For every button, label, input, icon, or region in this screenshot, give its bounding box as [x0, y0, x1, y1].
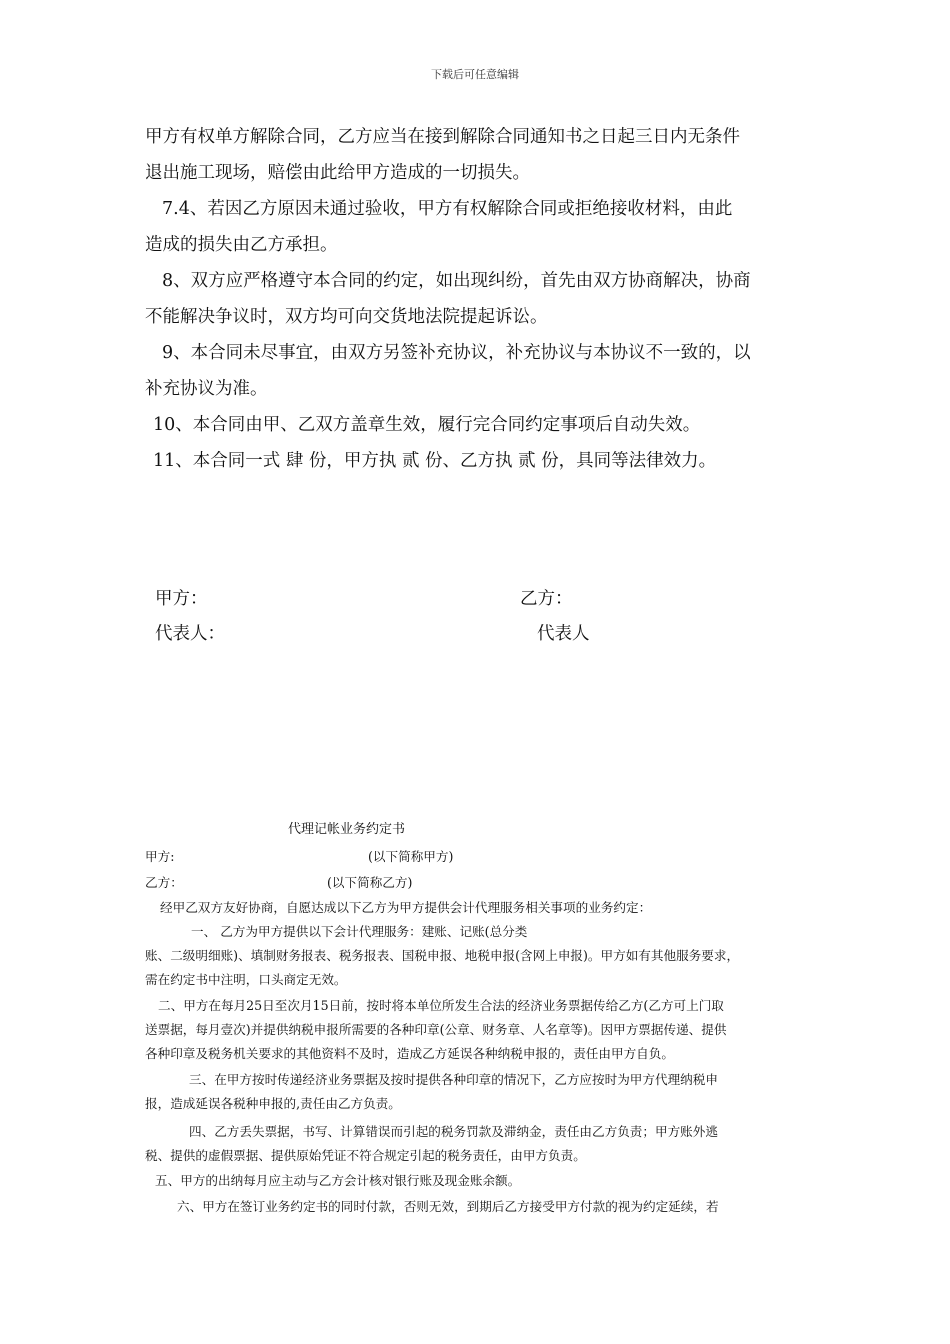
agreement-line: 经甲乙双方友好协商，自愿达成以下乙方为甲方提供会计代理服务相关事项的业务约定： [160, 900, 652, 915]
agreement-line: 送票据，每月壹次)并提供纳税申报所需要的各种印章(公章、财务章、人名章等)。因甲方票据传递、提供 [145, 1022, 727, 1037]
clause-line: 8、双方应严格遵守本合同的约定，如出现纠纷，首先由双方协商解决，协商 [162, 271, 751, 291]
party-b-note: (以下简称乙方) [327, 875, 413, 890]
party-a-signature: 甲方： [155, 589, 208, 609]
agreement-line: 账、二级明细账)、填制财务报表、税务报表、国税申报、地税申报(含网上申报)。甲方如有其他服务要求， [145, 948, 740, 963]
agreement-line: 需在约定书中注明，口头商定无效。 [145, 972, 347, 987]
party-a-representative: 代表人： [155, 624, 225, 644]
clause-line: 甲方有权单方解除合同，乙方应当在接到解除合同通知书之日起三日内无条件 [145, 127, 740, 147]
clause-line: 退出施工现场，赔偿由此给甲方造成的一切损失。 [145, 163, 530, 183]
agreement-line: 五、甲方的出纳每月应主动与乙方会计核对银行账及现金账余额。 [155, 1173, 521, 1188]
party-b-signature: 乙方： [520, 589, 573, 609]
agreement-line: 各种印章及税务机关要求的其他资料不及时，造成乙方延误各种纳税申报的，责任由甲方自负。 [145, 1046, 674, 1061]
agreement-title: 代理记帐业务约定书 [288, 822, 406, 837]
party-a-label: 甲方: [145, 849, 175, 864]
clause-line: 11、本合同一式 肆 份，甲方执 贰 份、乙方执 贰 份，具同等法律效力。 [153, 451, 717, 471]
party-b-representative: 代表人 [537, 624, 590, 644]
clause-line: 补充协议为准。 [145, 379, 268, 399]
clause-line: 造成的损失由乙方承担。 [145, 235, 338, 255]
agreement-line: 二、甲方在每月25日至次月15日前，按时将本单位所发生合法的经济业务票据传给乙方(乙方可上门取 [158, 998, 724, 1013]
page-header: 下载后可任意编辑 [431, 68, 519, 81]
party-b-label: 乙方： [145, 875, 183, 890]
clause-line: 7.4、若因乙方原因未通过验收，甲方有权解除合同或拒绝接收材料，由此 [162, 199, 733, 219]
clause-line: 不能解决争议时，双方均可向交货地法院提起诉讼。 [145, 307, 548, 327]
party-a-note: (以下简称甲方) [368, 849, 454, 864]
agreement-line: 六、甲方在签订业务约定书的同时付款，否则无效，到期后乙方接受甲方付款的视为约定延续，若 [177, 1199, 719, 1214]
agreement-line: 税、提供的虚假票据、提供原始凭证不符合规定引起的税务责任，由甲方负责。 [145, 1148, 586, 1163]
agreement-line: 报，造成延误各税种申报的,责任由乙方负责。 [145, 1096, 401, 1111]
agreement-line: 一、 乙方为甲方提供以下会计代理服务：建账、记账(总分类 [191, 924, 528, 939]
agreement-line: 三、在甲方按时传递经济业务票据及按时提供各种印章的情况下，乙方应按时为甲方代理纳税申 [189, 1072, 718, 1087]
agreement-line: 四、乙方丢失票据，书写、计算错误而引起的税务罚款及滞纳金，责任由乙方负责；甲方账外逃 [189, 1124, 718, 1139]
clause-line: 9、本合同未尽事宜，由双方另签补充协议，补充协议与本协议不一致的，以 [162, 343, 751, 363]
clause-line: 10、本合同由甲、乙双方盖章生效，履行完合同约定事项后自动失效。 [153, 415, 701, 435]
